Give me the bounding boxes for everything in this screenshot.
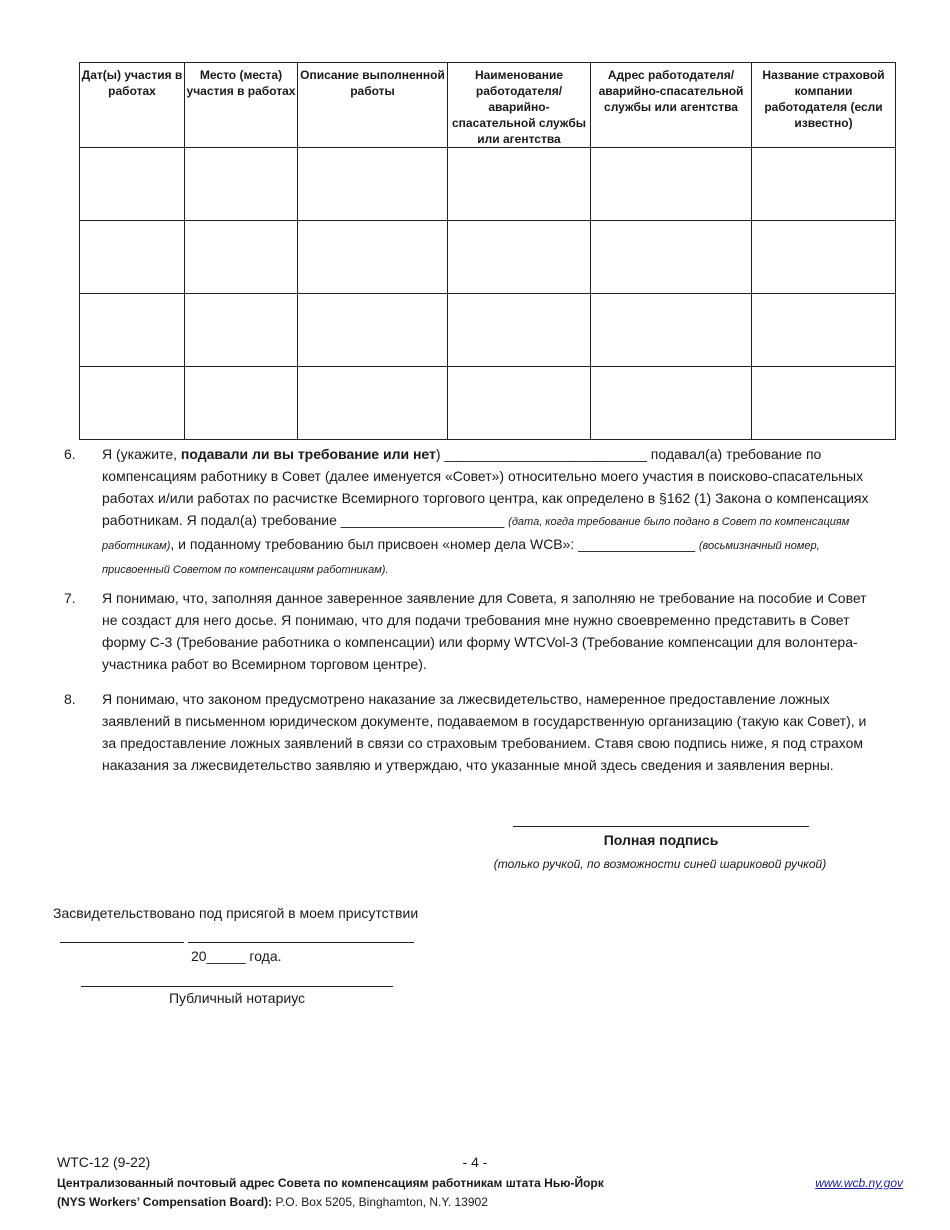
table-row — [80, 148, 896, 221]
table-cell[interactable] — [185, 367, 298, 440]
table-cell[interactable] — [80, 148, 185, 221]
signature-line[interactable] — [513, 826, 809, 827]
footer-address-title: Централизованный почтовый адрес Совета по компенсациям работникам штата Нью-Йорк — [57, 1176, 604, 1190]
item-text: Я (укажите, подавали ли вы требование или нет) __________________________ подавал(а) требование по компенсациям работнику в Совет (далее именуется «Совет») относительно моего участия в поисково-спасательных работах и/или работах по расчистке Всемирного торгового центра, как определено в §162 (1) Закона о компенсациях работникам. Я подал(а) требование _____________________ (дата, когда требование было подано в Совет по компенсациям работникам), и поданному требованию был присвоен «номер дела WCB»: _______________ (восьмизначный номер, присвоенный Советом по компенсациям работникам). — [102, 446, 869, 576]
table-cell[interactable] — [752, 367, 896, 440]
item-number: 6. — [64, 446, 76, 462]
table-cell[interactable] — [591, 148, 752, 221]
table-cell[interactable] — [185, 148, 298, 221]
column-header: Дат(ы) участия в работах — [80, 63, 185, 148]
website-link[interactable]: www.wcb.ny.gov — [815, 1176, 903, 1190]
item-number: 8. — [64, 691, 76, 707]
statement-item-8 — [64, 688, 884, 776]
day-line[interactable] — [60, 942, 184, 943]
table-cell[interactable] — [80, 367, 185, 440]
table-cell[interactable] — [298, 294, 448, 367]
column-header: Наименование работодателя/аварийно-спасательной службы или агентства — [448, 63, 591, 148]
table-header-row — [80, 63, 896, 148]
signature-label: Полная подпись — [603, 832, 719, 848]
table-cell[interactable] — [591, 367, 752, 440]
statement-item-7 — [64, 587, 884, 675]
column-header: Название страховой компании работодателя (если известно) — [752, 63, 896, 148]
table-cell[interactable] — [448, 148, 591, 221]
form-id: WTC-12 (9-22) — [57, 1154, 151, 1170]
table-cell[interactable] — [591, 221, 752, 294]
notary-label: Публичный нотариус — [168, 990, 306, 1006]
table-row — [80, 294, 896, 367]
table-cell[interactable] — [298, 221, 448, 294]
month-line[interactable] — [188, 942, 414, 943]
table-cell[interactable] — [185, 221, 298, 294]
table-cell[interactable] — [448, 221, 591, 294]
table-cell[interactable] — [448, 294, 591, 367]
table-cell[interactable] — [752, 148, 896, 221]
notary-signature-line[interactable] — [81, 986, 393, 987]
item-number: 7. — [64, 590, 76, 606]
table-cell[interactable] — [591, 294, 752, 367]
table-row — [80, 367, 896, 440]
signature-note: (только ручкой, по возможности синей шариковой ручкой) — [493, 857, 827, 871]
table-cell[interactable] — [185, 294, 298, 367]
table-cell[interactable] — [448, 367, 591, 440]
table-cell[interactable] — [80, 221, 185, 294]
participation-table — [79, 62, 896, 440]
table-cell[interactable] — [752, 221, 896, 294]
table-cell[interactable] — [298, 367, 448, 440]
item-text: Я понимаю, что, заполняя данное заверенное заявление для Совета, я заполняю не требование на пособие и Совет не создаст для него досье. Я понимаю, что для подачи требования мне нужно своевременно представить в Совет форму C-3 (Требование работника о компенсации) или форму WTCVol-3 (Требование компенсации для волонтера-участника работ во Всемирном торговом центре). — [102, 590, 867, 672]
footer-address: (NYS Workers’ Compensation Board): P.O. Box 5205, Binghamton, N.Y. 13902 — [57, 1195, 488, 1209]
table-cell[interactable] — [80, 294, 185, 367]
table-row — [80, 221, 896, 294]
sworn-statement: Засвидетельствовано под присягой в моем присутствии — [53, 905, 419, 921]
column-header: Описание выполненной работы — [298, 63, 448, 148]
table-cell[interactable] — [752, 294, 896, 367]
item-text: Я понимаю, что законом предусмотрено наказание за лжесвидетельство, намеренное предоставление ложных заявлений в письменном юридическом документе, подаваемом в государственную организацию (такую как Совет), и за предоставление ложных заявлений в связи со страховым требованием. Ставя свою подпись ниже, я под страхом наказания за лжесвидетельство заявляю и утверждаю, что указанные мной здесь сведения и заявления верны. — [102, 691, 867, 773]
statement-item-6 — [64, 443, 884, 581]
page-number: - 4 - — [462, 1154, 488, 1170]
year-field: 20_____ года. — [191, 948, 282, 964]
column-header: Место (места) участия в работах — [185, 63, 298, 148]
column-header: Адрес работодателя/ аварийно-спасательной службы или агентства — [591, 63, 752, 148]
table-cell[interactable] — [298, 148, 448, 221]
